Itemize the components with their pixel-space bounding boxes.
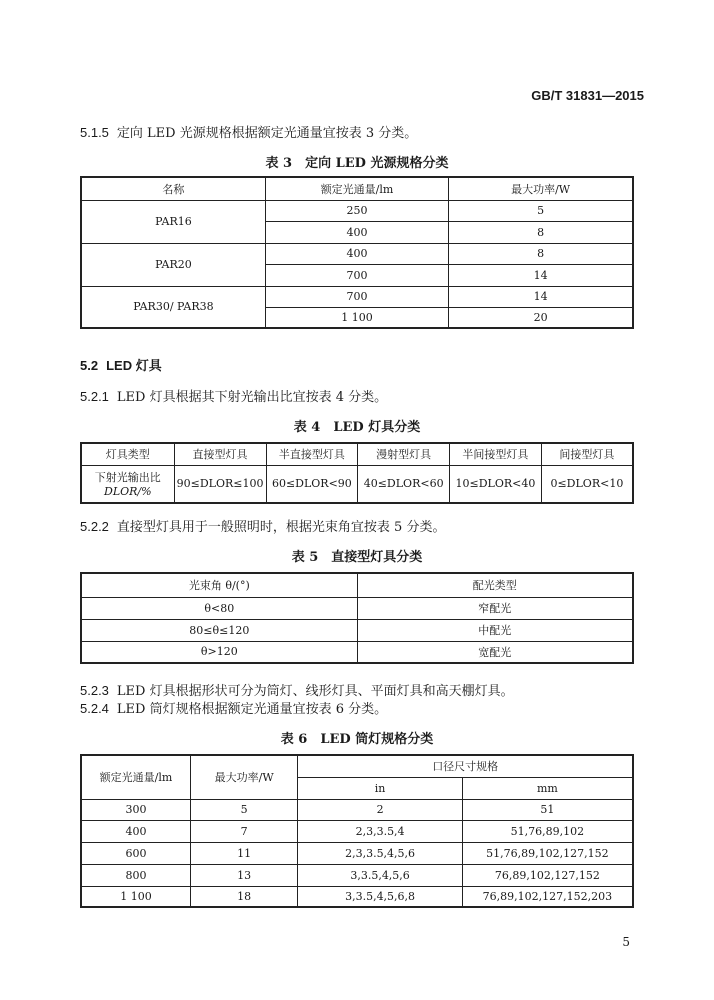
table-header: 半直接型灯具 [266, 443, 358, 465]
table-cell: 5 [190, 799, 297, 820]
table-3 [80, 176, 634, 329]
table-cell: 400 [265, 243, 448, 264]
table-cell: 3,3.5,4,5,6 [298, 864, 462, 886]
table-4 [80, 442, 634, 504]
table-header: 最大功率/W [449, 177, 633, 200]
table-header: 额定光通量/lm [265, 177, 448, 200]
table-cell: 700 [265, 286, 448, 307]
table-cell: 10≤DLOR<40 [450, 465, 542, 503]
clause-text: LED 灯具根据形状可分为筒灯、线形灯具、平面灯具和高天棚灯具。 [116, 684, 514, 699]
table-cell: 2,3,3.5,4,5,6 [298, 842, 462, 864]
table-cell: 7 [190, 820, 297, 842]
table-cell: 14 [449, 286, 633, 307]
table-5 [80, 572, 634, 664]
clause-5-2-2 [80, 516, 445, 535]
table-cell: 400 [265, 221, 448, 243]
table-cell: 51,76,89,102,127,152 [462, 842, 633, 864]
clause-number: 5.2.4 [80, 701, 109, 716]
clause-number: 5.1.5 [80, 125, 109, 140]
table-header: 最大功率/W [190, 755, 297, 799]
clause-number: 5.2.1 [80, 389, 109, 404]
table-header: 间接型灯具 [541, 443, 633, 465]
clause-text: 定向 LED 光源规格根据额定光通量宜按表 3 分类。 [116, 126, 418, 141]
table-cell: 中配光 [357, 619, 633, 641]
clause-5-2-3 [80, 680, 514, 699]
table-5-caption: 表 5 直接型灯具分类 [291, 550, 423, 565]
table-cell: 宽配光 [357, 641, 633, 663]
table-header: 口径尺寸规格 [298, 755, 633, 777]
table-header: 灯具类型 [81, 443, 174, 465]
table-cell: 40≤DLOR<60 [358, 465, 450, 503]
table-cell: 14 [449, 264, 633, 286]
table-header: 半间接型灯具 [450, 443, 542, 465]
table-cell: 250 [265, 200, 448, 221]
table-cell: 90≤DLOR≤100 [174, 465, 266, 503]
table-cell: 51 [462, 799, 633, 820]
table-cell: 8 [449, 243, 633, 264]
table-row-label [81, 465, 174, 503]
table-4-caption: 表 4 LED 灯具分类 [293, 420, 421, 435]
table-cell: 2 [298, 799, 462, 820]
clause-text: 直接型灯具用于一般照明时，根据光束角宜按表 5 分类。 [116, 520, 446, 535]
table-cell: 600 [81, 842, 190, 864]
table-cell: 60≤DLOR<90 [266, 465, 358, 503]
clause-text: LED 灯具根据其下射光输出比宜按表 4 分类。 [116, 390, 388, 405]
table-header: 配光类型 [357, 573, 633, 597]
table-cell: θ>120 [81, 641, 357, 663]
table-6 [80, 754, 634, 908]
table-cell: 400 [81, 820, 190, 842]
clause-5-2-1 [80, 386, 387, 405]
table-cell: 8 [449, 221, 633, 243]
table-header: 光束角 θ/(°) [81, 573, 357, 597]
table-cell: 76,89,102,127,152,203 [462, 886, 633, 907]
clause-5-2-4 [80, 698, 387, 717]
section-title: LED 灯具 [106, 358, 162, 373]
table-cell: 11 [190, 842, 297, 864]
table-cell: 2,3,3.5,4 [298, 820, 462, 842]
table-cell: 80≤θ≤120 [81, 619, 357, 641]
clause-text: LED 筒灯规格根据额定光通量宜按表 6 分类。 [116, 702, 388, 717]
table-cell: PAR20 [81, 243, 265, 286]
clause-number: 5.2.2 [80, 519, 109, 534]
page-number: 5 [622, 935, 630, 949]
table-cell: 800 [81, 864, 190, 886]
table-cell: PAR16 [81, 200, 265, 243]
section-5-2-heading [80, 355, 162, 374]
standard-number: GB/T 31831—2015 [531, 88, 644, 103]
table-cell: 300 [81, 799, 190, 820]
clause-number: 5.2.3 [80, 683, 109, 698]
table-header: 额定光通量/lm [81, 755, 190, 799]
table-cell: 1 100 [81, 886, 190, 907]
table-cell: 1 100 [265, 307, 448, 328]
table-cell: 5 [449, 200, 633, 221]
table-cell: 76,89,102,127,152 [462, 864, 633, 886]
table-subheader: in [298, 777, 462, 799]
table-cell: 18 [190, 886, 297, 907]
table-cell: 13 [190, 864, 297, 886]
table-cell: 700 [265, 264, 448, 286]
table-header: 名称 [81, 177, 265, 200]
table-cell: 20 [449, 307, 633, 328]
table-cell: PAR30/ PAR38 [81, 286, 265, 328]
table-header: 漫射型灯具 [358, 443, 450, 465]
table-header: 直接型灯具 [174, 443, 266, 465]
row-label-line: DLOR/% [104, 485, 152, 499]
table-subheader: mm [462, 777, 633, 799]
table-cell: 3,3.5,4,5,6,8 [298, 886, 462, 907]
table-cell: 0≤DLOR<10 [541, 465, 633, 503]
table-cell: 窄配光 [357, 597, 633, 619]
row-label-line: 下射光输出比 [94, 471, 161, 485]
clause-number: 5.2 [80, 358, 99, 373]
table-3-caption: 表 3 定向 LED 光源规格分类 [265, 156, 449, 171]
table-cell: 51,76,89,102 [462, 820, 633, 842]
table-cell: θ<80 [81, 597, 357, 619]
table-6-caption: 表 6 LED 筒灯规格分类 [280, 732, 434, 747]
clause-5-1-5 [80, 122, 417, 141]
